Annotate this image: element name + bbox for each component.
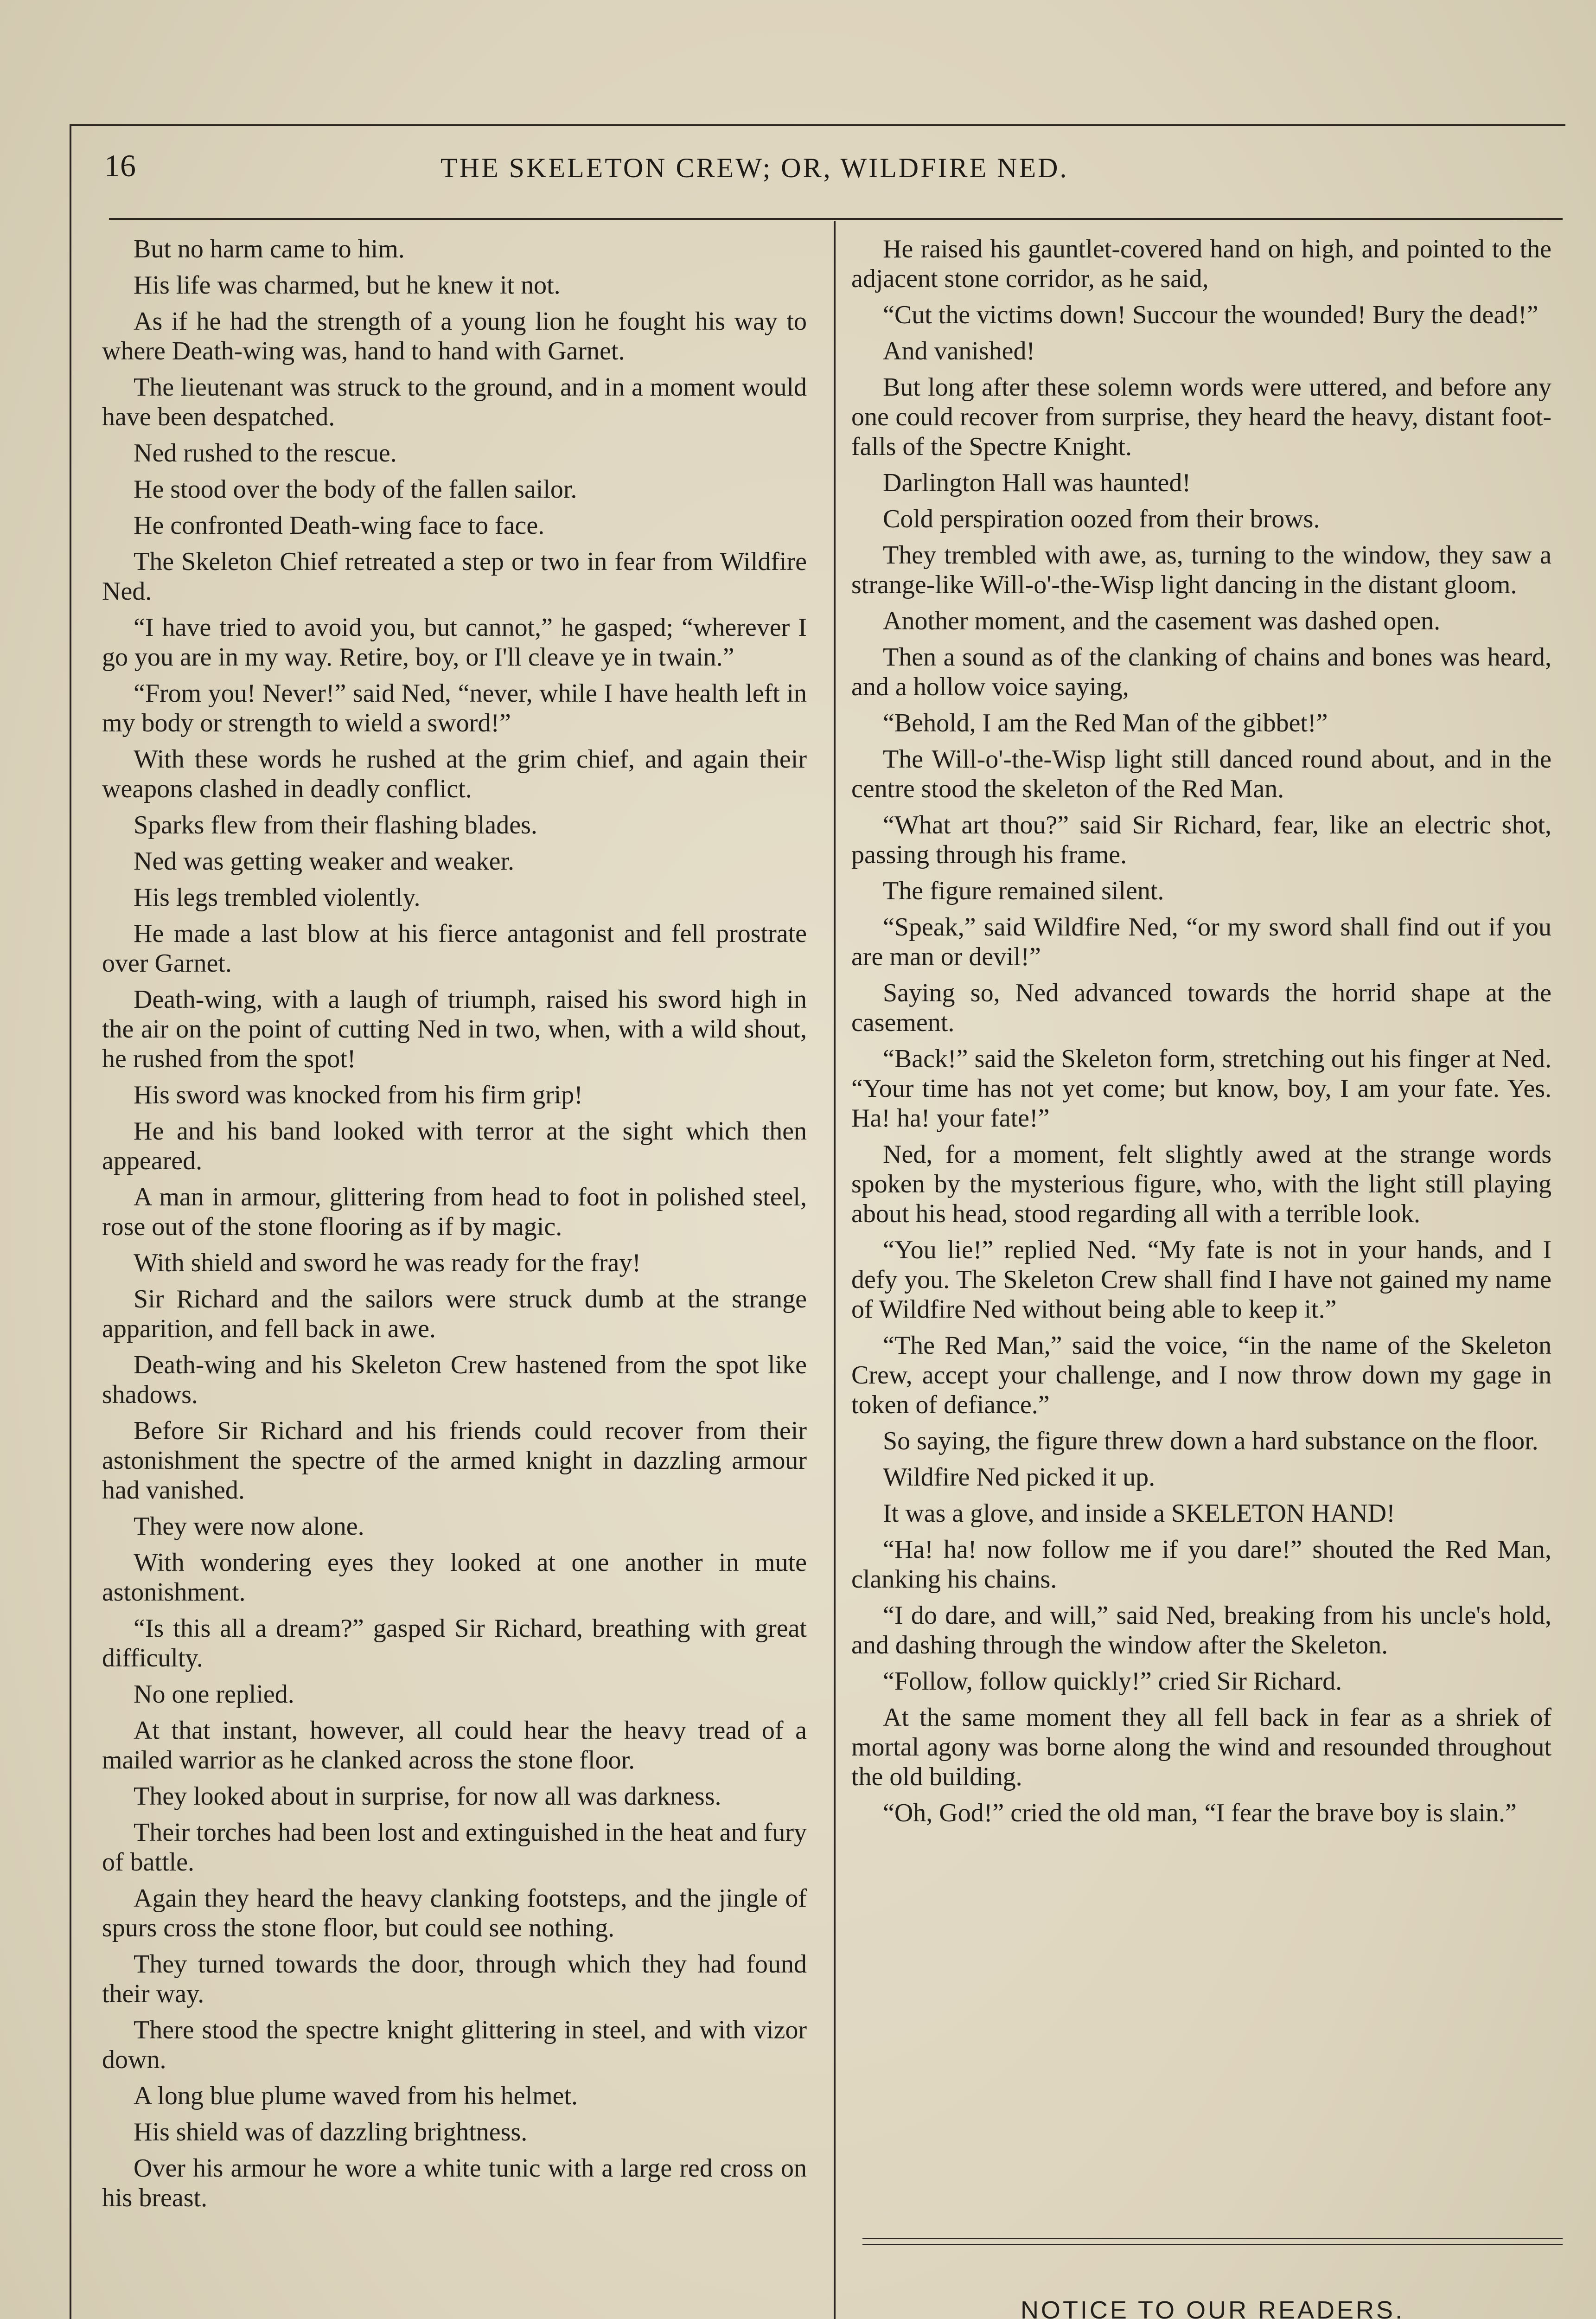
paragraph: Cold perspiration oozed from their brows. [883,505,1320,533]
paragraph: They trembled with awe, as, turning to the window, they saw a strange-like Will-o'-the-Wisp light dancing in the distant gloom. [851,541,1551,599]
paragraph: Death-wing and his Skeleton Crew hastened from the spot like shadows. [102,1351,807,1409]
paragraph: No one replied. [134,1680,294,1709]
paragraph: His shield was of dazzling brightness. [134,2118,528,2146]
notice-rule [862,2238,1563,2239]
paragraph: At that instant, however, all could hear the heavy tread of a mailed warrior as he clanked across the stone floor. [102,1716,807,1774]
notice-rule [862,2244,1563,2245]
header-rule [109,218,1563,220]
paragraph: “The Red Man,” said the voice, “in the name of the Skeleton Crew, accept your challenge, and I now throw down my gage in token of defiance.” [851,1331,1551,1419]
paragraph: The lieutenant was struck to the ground, and in a moment would have been despatched. [102,373,807,431]
paragraph: Over his armour he wore a white tunic with a large red cross on his breast. [102,2154,807,2212]
notice-box [862,2238,1563,2319]
paragraph: Ned was getting weaker and weaker. [134,847,514,876]
paragraph: The figure remained silent. [883,877,1164,905]
paragraph: Their torches had been lost and extinguished in the heat and fury of battle. [102,1818,807,1877]
paragraph: The Skeleton Chief retreated a step or two in fear from Wildfire Ned. [102,547,807,606]
paragraph: A long blue plume waved from his helmet. [134,2082,578,2110]
paragraph: With wondering eyes they looked at one another in mute astonishment. [102,1548,807,1607]
paragraph: “Is this all a dream?” gasped Sir Richard, breathing with great difficulty. [102,1614,807,1672]
paragraph: He raised his gauntlet-covered hand on high, and pointed to the adjacent stone corridor, as he said, [851,235,1551,293]
paragraph: With shield and sword he was ready for the fray! [134,1249,641,1277]
paragraph: His legs trembled violently. [134,883,421,912]
paragraph: “Follow, follow quickly!” cried Sir Richard. [883,1667,1342,1696]
paragraph: With these words he rushed at the grim chief, and again their weapons clashed in deadly conflict. [102,745,807,803]
paragraph: But no harm came to him. [134,235,405,263]
paragraph: Saying so, Ned advanced towards the horrid shape at the casement. [851,979,1551,1037]
left-column [102,234,807,2219]
paragraph: His sword was knocked from his firm grip! [134,1081,583,1109]
paragraph: They were now alone. [134,1512,364,1541]
paragraph: Before Sir Richard and his friends could recover from their astonishment the spectre of the armed knight in dazzling armour had vanished. [102,1416,807,1505]
paragraph: A man in armour, glittering from head to foot in polished steel, rose out of the stone flooring as if by magic. [102,1183,807,1241]
paragraph: “You lie!” replied Ned. “My fate is not in your hands, and I defy you. The Skeleton Crew shall find I have not gained my name of Wildfire Ned without being able to keep it.” [851,1236,1551,1324]
paragraph: And vanished! [883,337,1035,365]
paragraph: “Back!” said the Skeleton form, stretching out his finger at Ned. “Your time has not yet come; but know, boy, I am your fate. Yes. Ha! ha! your fate!” [851,1044,1551,1133]
paragraph: Death-wing, with a laugh of triumph, raised his sword high in the air on the point of cutting Ned in two, when, with a wild shout, he rushed from the spot! [102,985,807,1073]
notice-title: NOTICE TO OUR READERS. [1020,2296,1405,2319]
paragraph: He confronted Death-wing face to face. [134,511,545,540]
paragraph: Darlington Hall was haunted! [883,468,1191,497]
paragraph: Another moment, and the casement was dashed open. [883,607,1441,635]
paragraph: Sir Richard and the sailors were struck dumb at the strange apparition, and fell back in awe. [102,1285,807,1343]
paragraph: “I do dare, and will,” said Ned, breaking from his uncle's hold, and dashing through the window after the Skeleton. [851,1601,1551,1659]
paragraph: There stood the spectre knight glittering in steel, and with vizor down. [102,2016,807,2074]
page-number: 16 [104,148,136,183]
paragraph: The Will-o'-the-Wisp light still danced round about, and in the centre stood the skeleton of the Red Man. [851,745,1551,803]
paragraph: It was a glove, and inside a SKELETON HAND! [883,1499,1395,1528]
paragraph: As if he had the strength of a young lion he fought his way to where Death-wing was, hand to hand with Garnet. [102,307,807,365]
paragraph: His life was charmed, but he knew it not. [134,271,561,300]
paragraph: “Oh, God!” cried the old man, “I fear the brave boy is slain.” [883,1799,1517,1827]
column-divider [834,221,836,2319]
paragraph: Ned, for a moment, felt slightly awed at the strange words spoken by the mysterious figure, who, with the light still playing about his head, stood regarding all with a terrible look. [851,1140,1551,1228]
paragraph: Sparks flew from their flashing blades. [134,811,537,839]
paragraph: Ned rushed to the rescue. [134,439,397,468]
paragraph: So saying, the figure threw down a hard substance on the floor. [883,1427,1539,1455]
paragraph: They looked about in surprise, for now all was darkness. [134,1782,721,1811]
paragraph: He stood over the body of the fallen sailor. [134,475,577,504]
paragraph: “I have tried to avoid you, but cannot,” he gasped; “wherever I go you are in my way. Retire, boy, or I'll cleave ye in twain.” [102,613,807,672]
paragraph: “What art thou?” said Sir Richard, fear, like an electric shot, passing through his frame. [851,811,1551,869]
paragraph: He made a last blow at his fierce antagonist and fell prostrate over Garnet. [102,919,807,978]
paragraph: But long after these solemn words were uttered, and before any one could recover from surprise, they heard the heavy, distant foot-falls of the Spectre Knight. [851,373,1551,461]
paragraph: “From you! Never!” said Ned, “never, while I have health left in my body or strength to wield a sword!” [102,679,807,737]
paragraph: “Behold, I am the Red Man of the gibbet!” [883,709,1328,737]
right-column [851,234,1551,1834]
paragraph: They turned towards the door, through which they had found their way. [102,1950,807,2008]
page-header [70,139,1564,199]
paragraph: He and his band looked with terror at the sight which then appeared. [102,1117,807,1175]
paragraph: Wildfire Ned picked it up. [883,1463,1156,1492]
paragraph: “Speak,” said Wildfire Ned, “or my sword shall find out if you are man or devil!” [851,913,1551,971]
paragraph: Again they heard the heavy clanking footsteps, and the jingle of spurs cross the stone floor, but could see nothing. [102,1884,807,1942]
paragraph: At the same moment they all fell back in fear as a shriek of mortal agony was borne along the wind and resounded throughout the old building. [851,1703,1551,1791]
paragraph: “Ha! ha! now follow me if you dare!” shouted the Red Man, clanking his chains. [851,1535,1551,1594]
paragraph: Then a sound as of the clanking of chains and bones was heard, and a hollow voice saying, [851,643,1551,701]
running-title: THE SKELETON CREW; OR, WILDFIRE NED. [440,153,1069,183]
paragraph: “Cut the victims down! Succour the wounded! Bury the dead!” [883,301,1539,329]
